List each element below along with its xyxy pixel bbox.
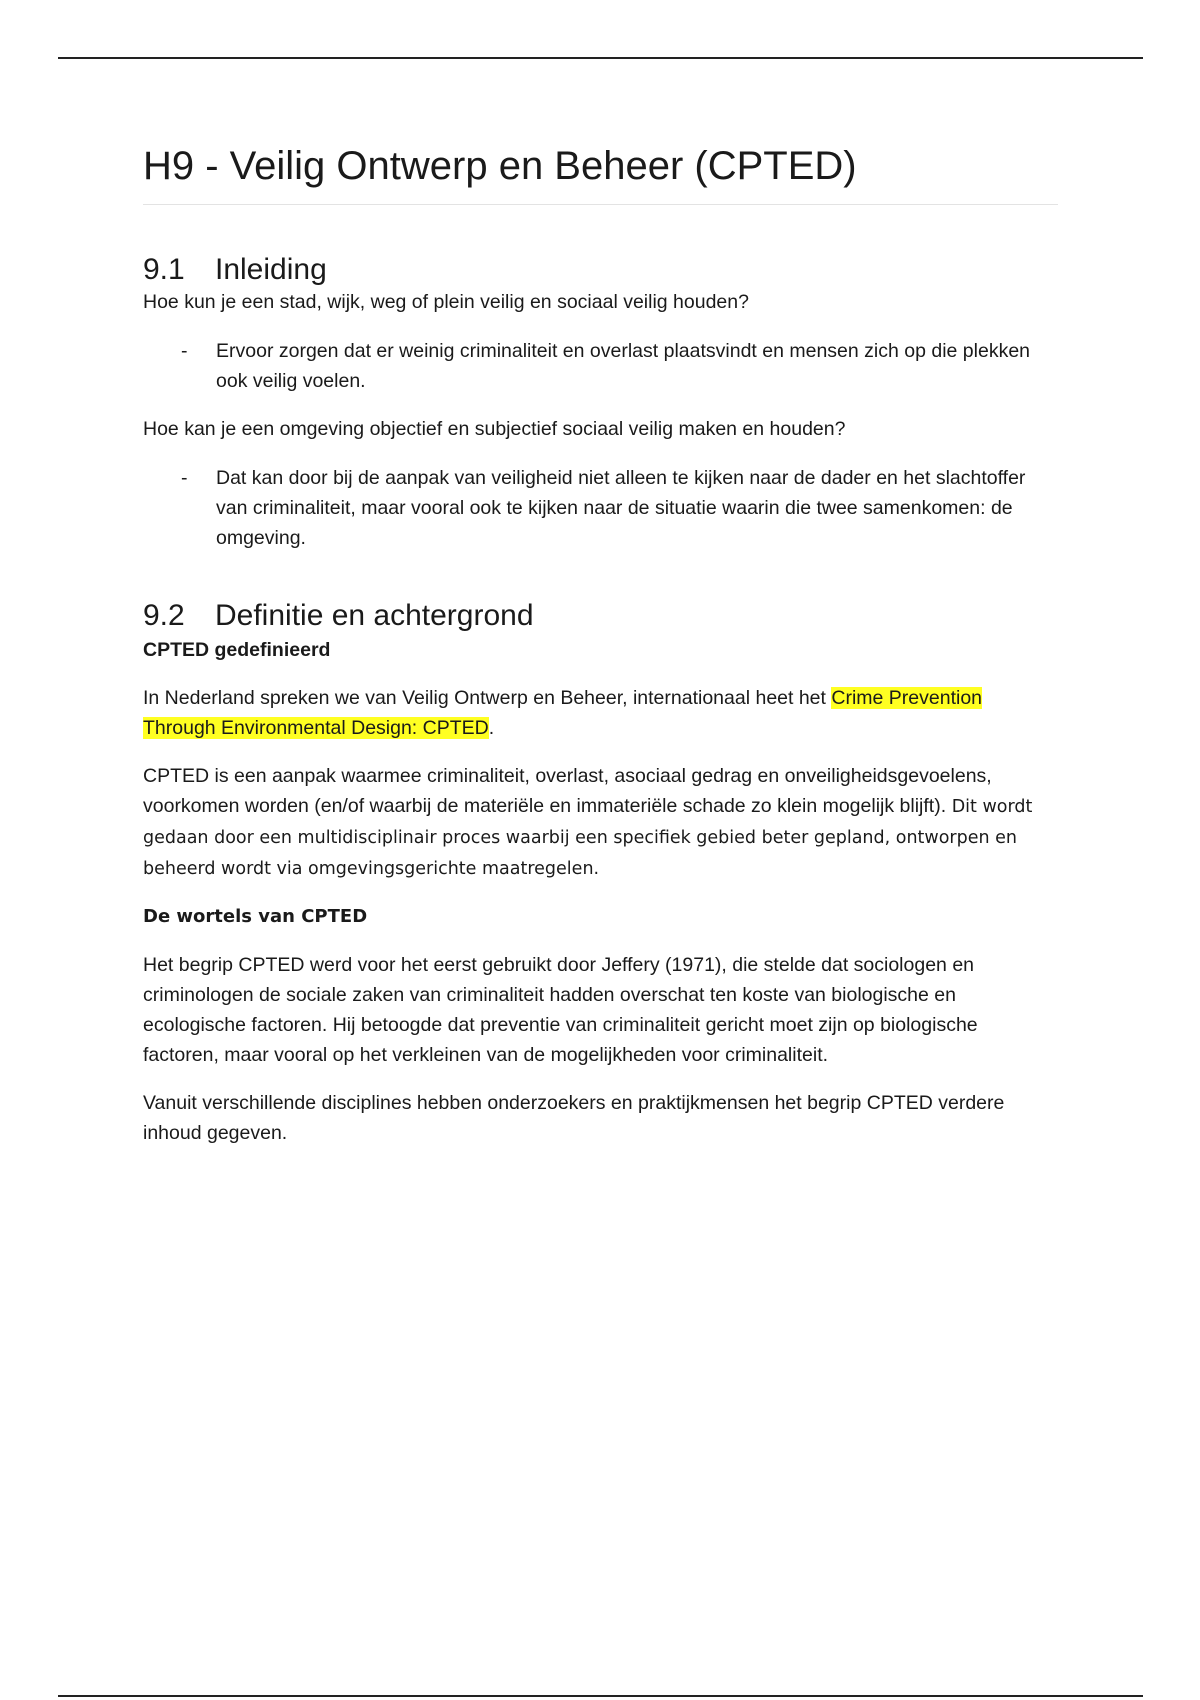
section-heading [143, 597, 1058, 635]
subheading-roots: De wortels van CPTED [143, 906, 368, 927]
document-body [143, 140, 1058, 1148]
bullet-dash: - [181, 340, 188, 362]
bullet-dash: - [181, 467, 188, 489]
header-rule [58, 57, 1143, 59]
bullet-item [143, 336, 1058, 396]
bullet-item [143, 463, 1058, 553]
section-heading [143, 251, 1058, 289]
description-tail: Dit wordt gedaan door een multidisciplinair proces waarbij een specifiek gebied beter gepland, ontworpen en beheerd wordt via omgevingsgerichte maatregelen. [143, 797, 1033, 879]
history-paragraph: Het begrip CPTED werd voor het eerst gebruikt door Jeffery (1971), die stelde dat sociologen en criminologen de sociale zaken van criminaliteit hadden overschat ten koste van biologische en ecologische factoren. Hij betoogde dat preventie van criminaliteit gericht moet zijn op biologische factoren, maar vooral op het verkleinen van de mogelijkheden voor criminaliteit. [143, 954, 978, 1066]
definition-period: . [488, 717, 495, 739]
definition-text: In Nederland spreken we van Veilig Ontwerp en Beheer, internationaal heet het [143, 687, 832, 709]
description-text: CPTED is een aanpak waarmee criminaliteit, overlast, asociaal gedrag en onveiligheidsgevoelens, voorkomen worden (en/of waarbij de materiële en immateriële schade zo klein mogelijk blijft). [143, 765, 992, 817]
footer-rule [58, 1695, 1143, 1697]
document-title: H9 - Veilig Ontwerp en Beheer (CPTED) [143, 140, 1058, 205]
subheading: CPTED gedefinieerd [143, 639, 331, 661]
bullet-text: Dat kan door bij de aanpak van veiligheid niet alleen te kijken naar de dader en het slachtoffer van criminaliteit, maar vooral ook te kijken naar de situatie waarin die twee samenkomen: de omgeving. [216, 467, 1026, 549]
section-inleiding [143, 251, 1058, 553]
highlighted-term: Crime Prevention Through Environmental Design: CPTED [143, 687, 983, 739]
section-number: 9.2 [143, 599, 185, 632]
question-paragraph: Hoe kun je een stad, wijk, weg of plein veilig en sociaal veilig houden? [143, 291, 749, 313]
definition-paragraph [143, 683, 1058, 743]
closing-paragraph: Vanuit verschillende disciplines hebben onderzoekers en praktijkmensen het begrip CPTED verdere inhoud gegeven. [143, 1092, 1005, 1144]
section-title: Inleiding [215, 253, 327, 286]
description-paragraph [143, 761, 1058, 884]
question-paragraph: Hoe kan je een omgeving objectief en subjectief sociaal veilig maken en houden? [143, 418, 846, 440]
section-number: 9.1 [143, 253, 185, 286]
section-title: Definitie en achtergrond [215, 599, 534, 632]
section-definitie [143, 597, 1058, 1148]
bullet-text: Ervoor zorgen dat er weinig criminaliteit en overlast plaatsvindt en mensen zich op die plekken ook veilig voelen. [216, 340, 1031, 392]
